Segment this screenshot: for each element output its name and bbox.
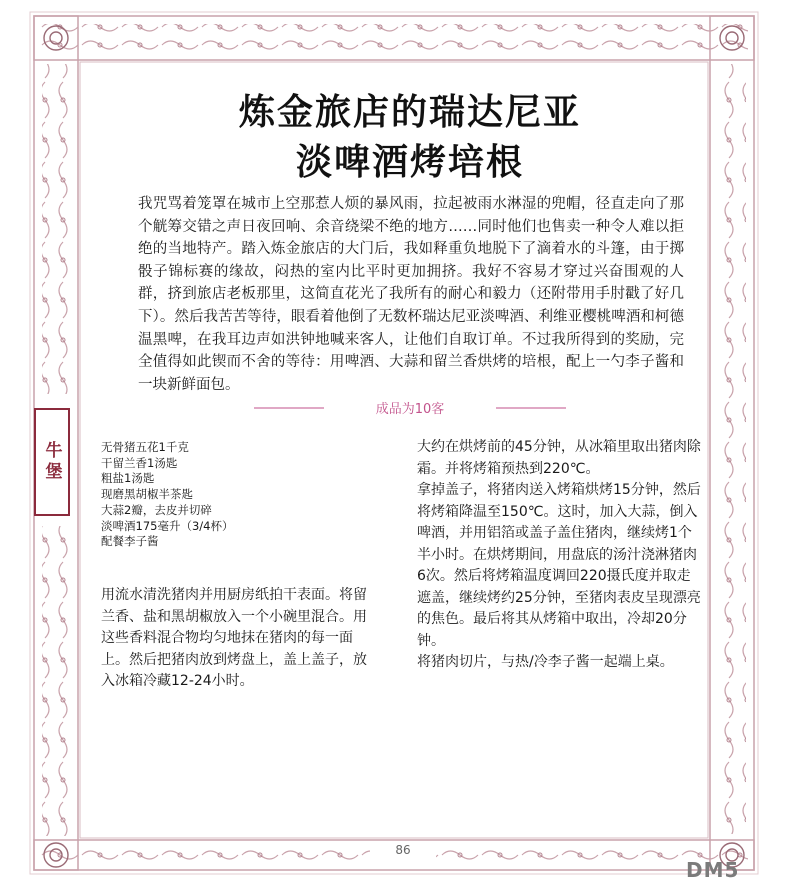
cooking-step: 大约在烘烤前的45分钟，从冰箱里取出猪肉除霜。并将烤箱预热到220℃。 [417,439,701,477]
cooking-step: 拿掉盖子，将猪肉送入烤箱烘烤15分钟，然后将烤箱降温至150℃。这时，加入大蒜，倒入啤酒，并用铝箔或盖子盖住猪肉，继续烤1个半小时。在烘烤期间，用盘底的汤汁浇淋猪肉6次。然后将烤箱温度调回220摄氏度并取走遮盖，继续烤约25分钟，至猪肉表皮呈现漂亮的焦色。最后将其从烤箱中取出，冷却20分钟。 [417,482,701,649]
chapter-side-tab-label: 牛堡 [41,441,62,483]
cooking-steps [417,437,703,674]
chapter-side-tab [34,408,70,516]
ingredient-item: 干留兰香1汤匙 [101,455,178,470]
page-number: 86 [395,843,411,857]
ingredient-item: 粗盐1汤匙 [101,471,155,486]
yield-divider-left [254,407,324,409]
ingredient-item: 配餐李子酱 [101,534,159,549]
recipe-title-line-1: 炼金旅店的瑞达尼亚 [238,92,581,133]
frame-bottom-ornament-left [40,846,370,864]
ingredients-list [101,440,391,550]
yield-divider-right [496,407,566,409]
frame-left-ornament-top [42,64,70,394]
site-watermark: DM5 [686,858,740,882]
ingredient-item: 无骨猪五花1千克 [101,440,189,454]
frame-right-ornament [718,64,746,834]
preparation-paragraph: 用流水清洗猪肉并用厨房纸拍干表面。将留兰香、盐和黑胡椒放入一个小碗里混合。用这些香料混合物均匀地抹在猪肉的每一面上。然后把猪肉放到烤盘上，盖上盖子，放入冰箱冷藏12-24小时。 [101,587,367,689]
recipe-title-line-2: 淡啤酒烤培根 [295,142,524,183]
yield-line [250,398,570,417]
ingredient-item: 现磨黑胡椒半茶匙 [101,487,193,502]
frame-top-ornament [40,24,748,54]
ingredient-item: 大蒜2瓣，去皮并切碎 [101,502,212,517]
frame-left-ornament-bottom [42,526,70,836]
ingredient-item: 淡啤酒175毫升（3/4杯） [101,518,234,533]
cooking-step: 将猪肉切片，与热/冷李子酱一起端上桌。 [417,654,674,670]
intro-paragraph: 我咒骂着笼罩在城市上空那惹人烦的暴风雨，拉起被雨水淋湿的兜帽，径直走向了那个觥筹交错之声日夜回响、余音绕梁不绝的地方……同时他们也售卖一种令人难以拒绝的当地特产。踏入炼金旅店的大门后，我如释重负地脱下了滴着水的斗篷，由于掷骰子锦标赛的缘故，闷热的室内比平时更加拥挤。我好不容易才穿过兴奋围观的人群，挤到旅店老板那里，这简直花光了我所有的耐心和毅力（还附带用手肘戳了好几下）。然后我苦苦等待，眼看着他倒了无数杯瑞达尼亚淡啤酒、利维亚樱桃啤酒和柯德温黑啤，在我耳边声如洪钟地喊来客人，让他们自取订单。不过我所得到的奖励，完全值得如此锲而不舍的等待：用啤酒、大蒜和留兰香烘烤的培根，配上一勺李子酱和一块新鲜面包。 [138,196,684,393]
yield-text: 成品为10客 [375,402,445,417]
